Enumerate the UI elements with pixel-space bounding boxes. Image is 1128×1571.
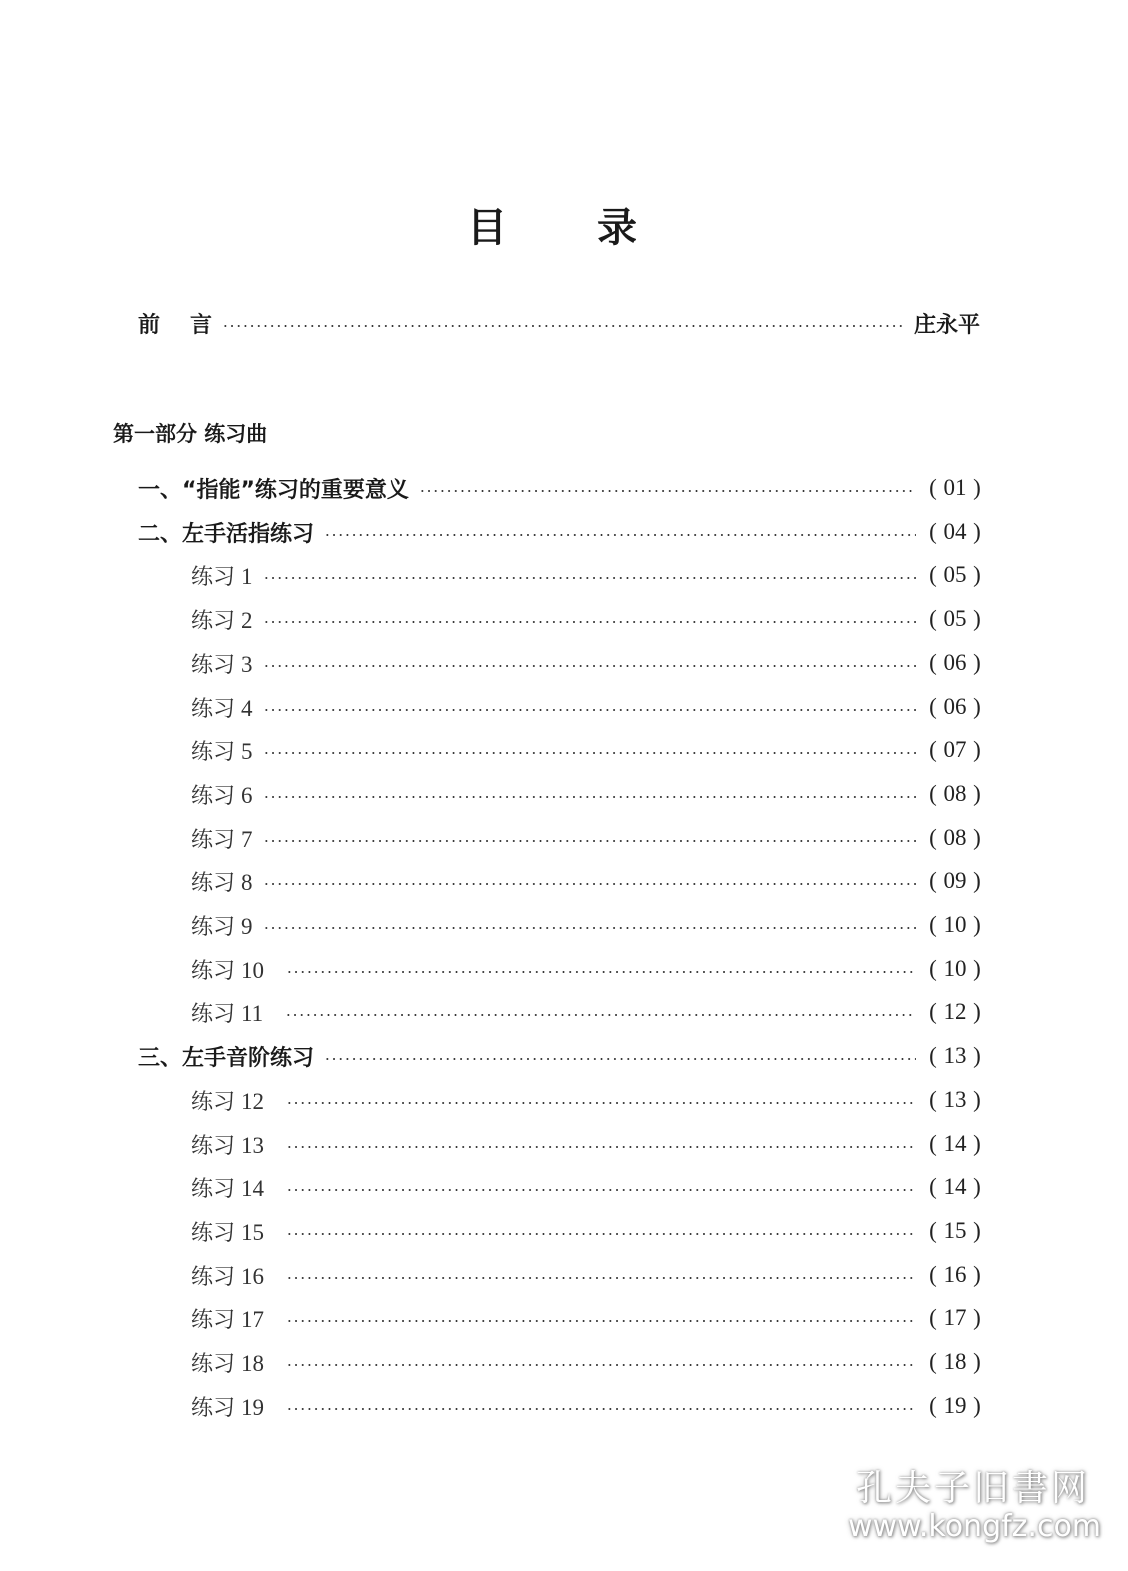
exercise-title bbox=[191, 1216, 264, 1247]
exercise-number: 14 bbox=[241, 1175, 265, 1201]
exercise-title bbox=[191, 910, 253, 941]
dot-leader bbox=[324, 1058, 916, 1060]
dot-leader bbox=[324, 534, 916, 536]
open-paren: ( bbox=[929, 1393, 937, 1418]
page-number bbox=[926, 999, 984, 1025]
close-paren: ) bbox=[973, 1349, 981, 1374]
exercise-prefix: 练习 bbox=[191, 1307, 236, 1333]
open-paren: ( bbox=[929, 999, 937, 1024]
exercise-prefix: 练习 bbox=[191, 1176, 236, 1202]
exercise-number: 12 bbox=[241, 1088, 265, 1114]
exercise-prefix: 练习 bbox=[191, 564, 236, 590]
exercise-title bbox=[191, 1347, 264, 1378]
page-number bbox=[926, 606, 984, 632]
exercise-title bbox=[191, 604, 253, 635]
exercise-number: 18 bbox=[241, 1350, 265, 1376]
close-paren: ) bbox=[973, 825, 981, 850]
toc-exercise-row[interactable] bbox=[191, 866, 984, 896]
dot-leader bbox=[222, 325, 904, 327]
exercise-number: 17 bbox=[241, 1306, 265, 1332]
close-paren: ) bbox=[973, 562, 981, 587]
page-number bbox=[926, 1174, 984, 1200]
open-paren: ( bbox=[929, 606, 937, 631]
exercise-title bbox=[191, 1129, 264, 1160]
toc-exercise-row[interactable] bbox=[191, 823, 984, 853]
close-paren: ) bbox=[973, 1087, 981, 1112]
open-paren: ( bbox=[929, 868, 937, 893]
page-number-value: 19 bbox=[943, 1393, 967, 1418]
close-paren: ) bbox=[973, 1131, 981, 1156]
close-paren: ) bbox=[973, 1218, 981, 1243]
toc-exercise-row[interactable] bbox=[191, 1129, 984, 1159]
toc-exercise-row[interactable] bbox=[191, 1216, 984, 1246]
dot-leader bbox=[263, 577, 916, 579]
part-heading: 第一部分 练习曲 bbox=[113, 422, 268, 446]
exercise-title bbox=[191, 1172, 264, 1203]
dot-leader bbox=[286, 1189, 916, 1191]
exercise-number: 8 bbox=[241, 869, 253, 895]
toc-section-row[interactable] bbox=[138, 473, 984, 503]
page-number-value: 06 bbox=[943, 650, 967, 675]
dot-leader bbox=[263, 709, 916, 711]
page-number-value: 14 bbox=[943, 1174, 967, 1199]
exercise-title bbox=[191, 1260, 264, 1291]
close-paren: ) bbox=[973, 519, 981, 544]
dot-leader bbox=[286, 1102, 916, 1104]
page-number-value: 06 bbox=[943, 694, 967, 719]
exercise-number: 19 bbox=[241, 1394, 265, 1420]
toc-exercise-row[interactable] bbox=[191, 779, 984, 809]
exercise-number: 11 bbox=[241, 1000, 264, 1026]
page-number-value: 08 bbox=[943, 781, 967, 806]
toc-exercise-row[interactable] bbox=[191, 910, 984, 940]
page-number-value: 16 bbox=[943, 1262, 967, 1287]
toc-exercise-row[interactable] bbox=[191, 560, 984, 590]
title-char-1: 目 bbox=[467, 205, 507, 251]
dot-leader bbox=[263, 621, 916, 623]
open-paren: ( bbox=[929, 912, 937, 937]
toc-exercise-row[interactable] bbox=[191, 648, 984, 678]
page-number bbox=[926, 1043, 984, 1069]
page-number-value: 14 bbox=[943, 1131, 967, 1156]
exercise-number: 9 bbox=[241, 913, 253, 939]
exercise-prefix: 练习 bbox=[191, 696, 236, 722]
toc-exercise-row[interactable] bbox=[191, 954, 984, 984]
open-paren: ( bbox=[929, 1349, 937, 1374]
dot-leader bbox=[286, 1146, 916, 1148]
open-paren: ( bbox=[929, 562, 937, 587]
exercise-title bbox=[191, 823, 253, 854]
toc-exercise-row[interactable] bbox=[191, 1347, 984, 1377]
dot-leader bbox=[419, 490, 916, 492]
page-number bbox=[926, 1349, 984, 1375]
preface-author: 庄永平 bbox=[913, 312, 980, 338]
page-number-value: 13 bbox=[943, 1043, 967, 1068]
exercise-title bbox=[191, 1391, 264, 1422]
close-paren: ) bbox=[973, 781, 981, 806]
page-number bbox=[926, 1131, 984, 1157]
preface-label-char-2: 言 bbox=[190, 312, 213, 338]
open-paren: ( bbox=[929, 650, 937, 675]
dot-leader bbox=[263, 883, 916, 885]
toc-preface-row[interactable] bbox=[138, 308, 980, 338]
toc-exercise-row[interactable] bbox=[191, 735, 984, 765]
exercise-title bbox=[191, 560, 253, 591]
close-paren: ) bbox=[973, 606, 981, 631]
toc-section-row[interactable] bbox=[138, 517, 984, 547]
exercise-title bbox=[191, 1303, 264, 1334]
close-paren: ) bbox=[973, 999, 981, 1024]
dot-leader bbox=[263, 796, 916, 798]
close-paren: ) bbox=[973, 475, 981, 500]
toc-exercise-row[interactable] bbox=[191, 1391, 984, 1421]
exercise-title bbox=[191, 866, 253, 897]
open-paren: ( bbox=[929, 1131, 937, 1156]
exercise-prefix: 练习 bbox=[191, 1264, 236, 1290]
exercise-number: 2 bbox=[241, 607, 253, 633]
page-number-value: 05 bbox=[943, 606, 967, 631]
page-number bbox=[926, 1087, 984, 1113]
exercise-number: 7 bbox=[241, 826, 253, 852]
page-number-value: 01 bbox=[943, 475, 967, 500]
page-number-value: 13 bbox=[943, 1087, 967, 1112]
open-paren: ( bbox=[929, 737, 937, 762]
exercise-prefix: 练习 bbox=[191, 958, 236, 984]
exercise-title bbox=[191, 1085, 264, 1116]
toc-section-row[interactable] bbox=[138, 1041, 984, 1071]
dot-leader bbox=[286, 1233, 916, 1235]
toc-exercise-row[interactable] bbox=[191, 1260, 984, 1290]
close-paren: ) bbox=[973, 737, 981, 762]
page-number-value: 04 bbox=[943, 519, 967, 544]
close-paren: ) bbox=[973, 1174, 981, 1199]
close-paren: ) bbox=[973, 1043, 981, 1068]
exercise-title bbox=[191, 997, 263, 1028]
dot-leader bbox=[286, 1408, 916, 1410]
page-number bbox=[926, 825, 984, 851]
page-number-value: 15 bbox=[943, 1218, 967, 1243]
page-number bbox=[926, 1262, 984, 1288]
close-paren: ) bbox=[973, 1305, 981, 1330]
page-number bbox=[926, 912, 984, 938]
exercise-number: 13 bbox=[241, 1132, 265, 1158]
page-number bbox=[926, 475, 984, 501]
open-paren: ( bbox=[929, 519, 937, 544]
page-number-value: 10 bbox=[943, 956, 967, 981]
open-paren: ( bbox=[929, 825, 937, 850]
page-number-value: 07 bbox=[943, 737, 967, 762]
exercise-prefix: 练习 bbox=[191, 652, 236, 678]
open-paren: ( bbox=[929, 1043, 937, 1068]
exercise-prefix: 练习 bbox=[191, 783, 236, 809]
exercise-title bbox=[191, 735, 253, 766]
section-title: 一、“指能”练习的重要意义 bbox=[138, 477, 409, 503]
exercise-prefix: 练习 bbox=[191, 1351, 236, 1377]
page-number-value: 12 bbox=[943, 999, 967, 1024]
page-number-value: 17 bbox=[943, 1305, 967, 1330]
preface-label bbox=[138, 308, 212, 339]
exercise-prefix: 练习 bbox=[191, 914, 236, 940]
exercise-number: 16 bbox=[241, 1263, 265, 1289]
toc-exercise-row[interactable] bbox=[191, 692, 984, 722]
page-number bbox=[926, 868, 984, 894]
exercise-number: 6 bbox=[241, 782, 253, 808]
exercise-prefix: 练习 bbox=[191, 827, 236, 853]
page-number bbox=[926, 1393, 984, 1419]
exercise-title bbox=[191, 779, 253, 810]
page-number-value: 09 bbox=[943, 868, 967, 893]
open-paren: ( bbox=[929, 1262, 937, 1287]
dot-leader bbox=[286, 1320, 916, 1322]
toc-exercise-row[interactable] bbox=[191, 1172, 984, 1202]
open-paren: ( bbox=[929, 1305, 937, 1330]
open-paren: ( bbox=[929, 694, 937, 719]
close-paren: ) bbox=[973, 694, 981, 719]
toc-exercise-row[interactable] bbox=[191, 604, 984, 634]
page-number bbox=[926, 737, 984, 763]
close-paren: ) bbox=[973, 1262, 981, 1287]
exercise-prefix: 练习 bbox=[191, 1220, 236, 1246]
page-number-value: 08 bbox=[943, 825, 967, 850]
exercise-prefix: 练习 bbox=[191, 1001, 236, 1027]
watermark-name: 孔夫子旧書网 bbox=[855, 1468, 1090, 1509]
exercise-number: 5 bbox=[241, 738, 253, 764]
page-number bbox=[926, 650, 984, 676]
exercise-title bbox=[191, 954, 264, 985]
close-paren: ) bbox=[973, 1393, 981, 1418]
exercise-number: 10 bbox=[241, 957, 265, 983]
dot-leader bbox=[285, 1014, 916, 1016]
dot-leader bbox=[286, 971, 916, 973]
open-paren: ( bbox=[929, 1218, 937, 1243]
page-number bbox=[926, 562, 984, 588]
open-paren: ( bbox=[929, 781, 937, 806]
section-title: 二、左手活指练习 bbox=[138, 521, 315, 547]
close-paren: ) bbox=[973, 912, 981, 937]
page-number bbox=[926, 781, 984, 807]
dot-leader bbox=[263, 752, 916, 754]
page-number bbox=[926, 519, 984, 545]
preface-label-char-1: 前 bbox=[138, 312, 161, 338]
exercise-title bbox=[191, 648, 253, 679]
page-number bbox=[926, 1218, 984, 1244]
watermark-url: www.kongfz.com bbox=[848, 1509, 1102, 1544]
exercise-number: 4 bbox=[241, 695, 253, 721]
section-title: 三、左手音阶练习 bbox=[138, 1045, 315, 1071]
page-number-value: 18 bbox=[943, 1349, 967, 1374]
page-number-value: 10 bbox=[943, 912, 967, 937]
page-number-value: 05 bbox=[943, 562, 967, 587]
exercise-prefix: 练习 bbox=[191, 1395, 236, 1421]
dot-leader bbox=[263, 927, 916, 929]
open-paren: ( bbox=[929, 475, 937, 500]
page-number bbox=[926, 956, 984, 982]
watermark bbox=[848, 1460, 1102, 1544]
exercise-title bbox=[191, 692, 253, 723]
dot-leader bbox=[286, 1364, 916, 1366]
exercise-prefix: 练习 bbox=[191, 739, 236, 765]
open-paren: ( bbox=[929, 1174, 937, 1199]
toc-exercise-row[interactable] bbox=[191, 997, 984, 1027]
dot-leader bbox=[263, 665, 916, 667]
title-char-2: 录 bbox=[597, 205, 637, 251]
page-number bbox=[926, 694, 984, 720]
dot-leader bbox=[286, 1277, 916, 1279]
exercise-prefix: 练习 bbox=[191, 1089, 236, 1115]
toc-exercise-row[interactable] bbox=[191, 1303, 984, 1333]
page-number bbox=[926, 1305, 984, 1331]
exercise-number: 15 bbox=[241, 1219, 265, 1245]
exercise-prefix: 练习 bbox=[191, 870, 236, 896]
exercise-number: 3 bbox=[241, 651, 253, 677]
open-paren: ( bbox=[929, 956, 937, 981]
close-paren: ) bbox=[973, 650, 981, 675]
close-paren: ) bbox=[973, 956, 981, 981]
exercise-prefix: 练习 bbox=[191, 1133, 236, 1159]
dot-leader bbox=[263, 840, 916, 842]
exercise-number: 1 bbox=[241, 563, 253, 589]
exercise-prefix: 练习 bbox=[191, 608, 236, 634]
close-paren: ) bbox=[973, 868, 981, 893]
open-paren: ( bbox=[929, 1087, 937, 1112]
toc-exercise-row[interactable] bbox=[191, 1085, 984, 1115]
